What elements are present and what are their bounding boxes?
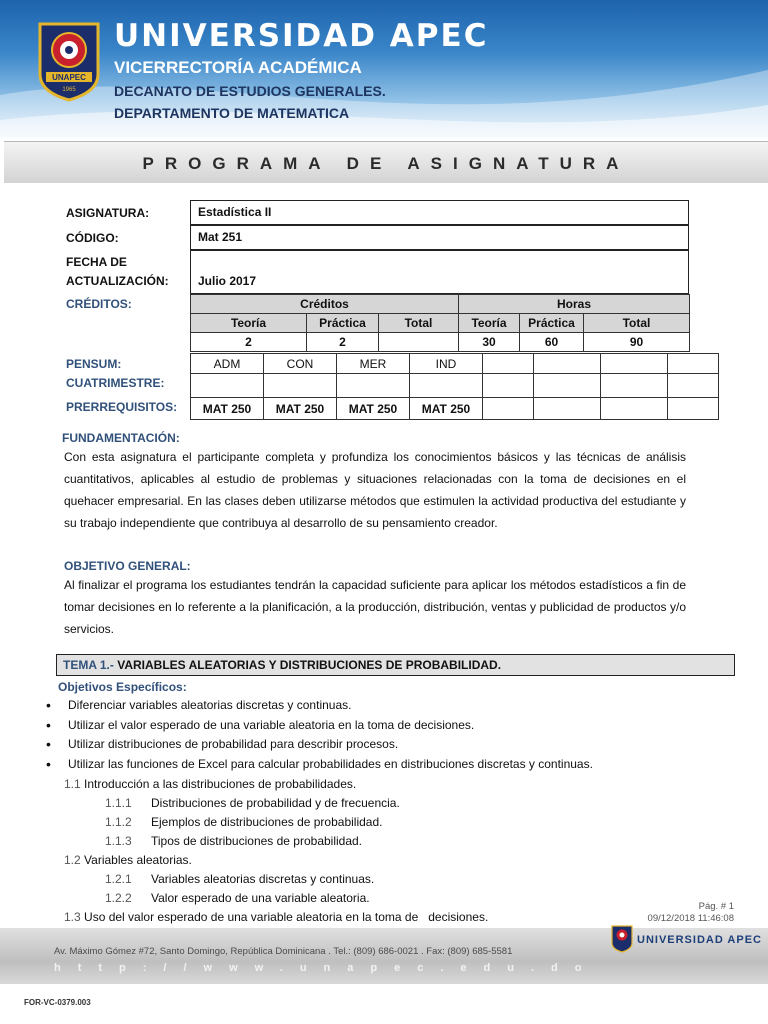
hours-teoria-value: 30 — [459, 333, 520, 352]
content-item-1-1-3 — [105, 832, 362, 851]
departamento-title: DEPARTAMENTO DE MATEMATICA — [114, 105, 350, 121]
cuatrimestre-cell — [601, 374, 668, 398]
cuatrimestre-cell — [668, 374, 719, 398]
list-item: • Diferenciar variables aleatorias discretas y continuas. — [46, 696, 593, 716]
content-number: 1.2.1 — [105, 872, 132, 886]
pensum-table — [190, 353, 719, 420]
seal-text: UNAPEC — [52, 73, 86, 82]
credits-total-value — [379, 333, 459, 352]
form-code: FOR-VC-0379.003 — [24, 998, 91, 1007]
tema-1-header — [56, 654, 735, 676]
content-text: Valor esperado de una variable aleatoria. — [151, 891, 370, 905]
university-seal-icon — [38, 22, 100, 102]
fundamentacion-heading: FUNDAMENTACIÓN: — [62, 431, 180, 445]
footer-seal-icon — [611, 925, 633, 953]
content-item-1-3 — [64, 908, 488, 927]
content-item-1-2-1 — [105, 870, 374, 889]
pensum-cell: CON — [264, 354, 337, 374]
content-text: Ejemplos de distribuciones de probabilidad. — [151, 815, 383, 829]
content-item-1-2 — [64, 851, 192, 870]
cuatrimestre-label: CUATRIMESTRE: — [66, 376, 165, 390]
content-number: 1.1 — [64, 777, 81, 791]
prerrequisito-cell: MAT 250 — [337, 398, 410, 420]
objetivo-general-text: Al finalizar el programa los estudiantes tendrán la capacidad suficiente para aplicar los métodos estadísticos a fin de tomar decisiones en lo referente a la planificación, a la producción, distribución, ventas y publicidad de productos y/o servicios. — [64, 578, 686, 636]
credits-table — [190, 294, 690, 352]
content-item-1-1 — [64, 775, 356, 794]
print-datetime: 09/12/2018 11:46:08 — [647, 913, 734, 924]
content-text: Uso del valor esperado de una variable aleatoria en la toma de decisiones. — [84, 910, 489, 924]
list-item: • Utilizar las funciones de Excel para calcular probabilidades en distribuciones discretas y continuas. — [46, 755, 593, 775]
pensum-cell: ADM — [191, 354, 264, 374]
page-number: Pág. # 1 — [698, 901, 734, 912]
seal-year: 1965 — [62, 87, 76, 93]
content-number: 1.1.1 — [105, 796, 132, 810]
pensum-cell — [483, 354, 534, 374]
content-text: Variables aleatorias. — [84, 853, 192, 867]
content-item-1-2-2 — [105, 889, 370, 908]
content-text: Tipos de distribuciones de probabilidad. — [151, 834, 363, 848]
content-item-1-1-1 — [105, 794, 400, 813]
hours-header-practica: Práctica — [520, 314, 584, 333]
content-number: 1.1.2 — [105, 815, 132, 829]
prerrequisito-cell: MAT 250 — [191, 398, 264, 420]
hours-header-teoria: Teoría — [459, 314, 520, 333]
cuatrimestre-cell — [534, 374, 601, 398]
decanato-title: DECANATO DE ESTUDIOS GENERALES. — [114, 83, 386, 99]
footer-url: http://www.unapec.edu.do — [54, 962, 599, 974]
content-item-1-1-2 — [105, 813, 382, 832]
university-name: UNIVERSIDAD APEC — [114, 18, 489, 54]
prerrequisito-cell — [668, 398, 719, 420]
hours-group-header: Horas — [459, 295, 690, 314]
credits-group-header: Créditos — [191, 295, 459, 314]
asignatura-label: ASIGNATURA: — [66, 206, 150, 220]
pensum-cell — [668, 354, 719, 374]
credits-practica-value: 2 — [307, 333, 379, 352]
hours-practica-value: 60 — [520, 333, 584, 352]
fecha-label-line2: ACTUALIZACIÓN: — [66, 274, 169, 288]
credits-teoria-value: 2 — [191, 333, 307, 352]
objetivo-general-heading: OBJETIVO GENERAL: — [64, 559, 191, 573]
fundamentacion-text: Con esta asignatura el participante completa y profundiza los conocimientos básicos y las técnicas de análisis cuantitativos, aplicables al estudio de problemas y situaciones relacionadas con la toma de decisiones en el quehacer empresarial. En las clases deben utilizarse métodos que estimulen la actividad productiva del estudiante y su trabajo independiente que contribuya al desarrollo de su pensamiento creador. — [64, 450, 686, 530]
credits-header-total: Total — [379, 314, 459, 333]
objetivos-especificos-heading: Objetivos Específicos: — [58, 680, 187, 694]
list-item: • Utilizar el valor esperado de una variable aleatoria en la toma de decisiones. — [46, 716, 593, 736]
cuatrimestre-cell — [410, 374, 483, 398]
tema-1-number: TEMA 1.- — [63, 658, 114, 672]
prerrequisito-cell — [534, 398, 601, 420]
page-header — [0, 0, 768, 138]
program-title: PROGRAMA DE ASIGNATURA — [142, 154, 630, 173]
content-text: Distribuciones de probabilidad y de frecuencia. — [151, 796, 400, 810]
prerrequisito-cell: MAT 250 — [264, 398, 337, 420]
credits-header-teoria: Teoría — [191, 314, 307, 333]
prerrequisito-cell: MAT 250 — [410, 398, 483, 420]
hours-header-total: Total — [584, 314, 690, 333]
content-text: Variables aleatorias discretas y continuas. — [151, 872, 375, 886]
objetivos-list — [46, 696, 593, 774]
pensum-cell: IND — [410, 354, 483, 374]
footer-address: Av. Máximo Gómez #72, Santo Domingo, República Dominicana . Tel.: (809) 686-0021 . Fax: (809) 685-5581 — [54, 946, 513, 957]
cuatrimestre-cell — [483, 374, 534, 398]
vicerrectoria-title: VICERRECTORÍA ACADÉMICA — [114, 58, 362, 77]
content-text: Introducción a las distribuciones de probabilidades. — [84, 777, 357, 791]
pensum-label: PENSUM: — [66, 357, 122, 371]
codigo-label: CÓDIGO: — [66, 231, 119, 245]
prerrequisito-cell — [483, 398, 534, 420]
cuatrimestre-cell — [337, 374, 410, 398]
pensum-cell — [601, 354, 668, 374]
cuatrimestre-cell — [264, 374, 337, 398]
program-title-bar — [4, 141, 768, 183]
content-number: 1.2.2 — [105, 891, 132, 905]
page-info — [648, 901, 734, 925]
prerrequisitos-label: PRERREQUISITOS: — [66, 400, 178, 414]
creditos-label: CRÉDITOS: — [66, 297, 132, 311]
pensum-cell: MER — [337, 354, 410, 374]
content-number: 1.1.3 — [105, 834, 132, 848]
hours-total-value: 90 — [584, 333, 690, 352]
fecha-label-line1: FECHA DE — [66, 255, 127, 269]
content-number: 1.2 — [64, 853, 81, 867]
prerrequisito-cell — [601, 398, 668, 420]
content-number: 1.3 — [64, 910, 81, 924]
list-item: • Utilizar distribuciones de probabilidad para describir procesos. — [46, 735, 593, 755]
asignatura-value: Estadística II — [190, 200, 689, 225]
footer-university-name: UNIVERSIDAD APEC — [637, 934, 762, 946]
cuatrimestre-cell — [191, 374, 264, 398]
pensum-cell — [534, 354, 601, 374]
tema-1-title: VARIABLES ALEATORIAS Y DISTRIBUCIONES DE PROBABILIDAD. — [117, 658, 502, 672]
codigo-value: Mat 251 — [190, 225, 689, 250]
fecha-value: Julio 2017 — [190, 250, 689, 294]
credits-header-practica: Práctica — [307, 314, 379, 333]
